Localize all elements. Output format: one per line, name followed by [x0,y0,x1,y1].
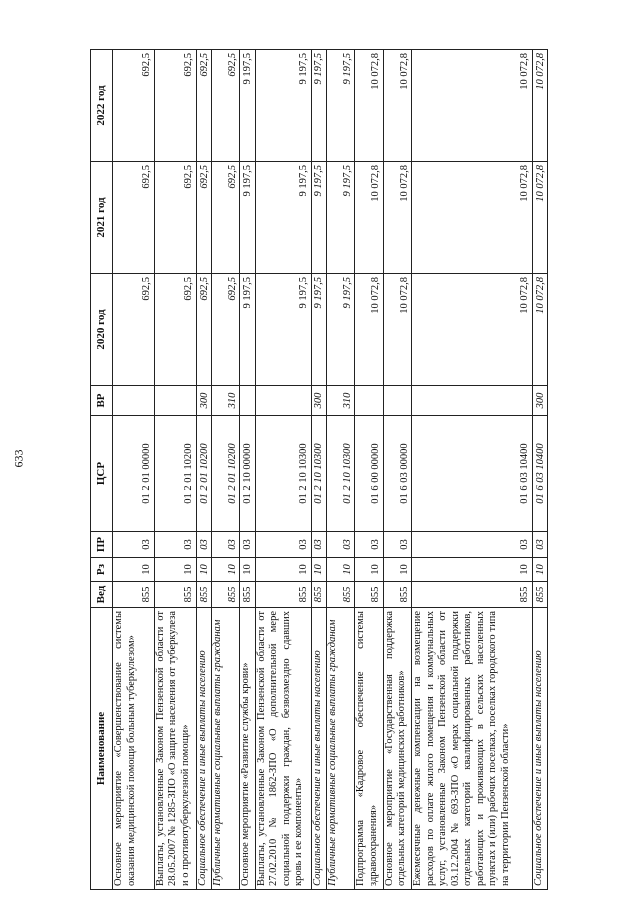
table-row [355,50,383,890]
cell-rz: 10 [412,558,532,582]
cell-vr: 310 [326,386,354,416]
cell-pr: 03 [240,532,255,558]
cell-pr: 03 [355,532,383,558]
page-number: 633 [11,449,26,468]
cell-ved: 855 [355,582,383,608]
cell-name: Выплаты, установленные Законом Пензенской области от 27.02.2010 № 1862-ЗПО «О дополнительной мере социальной поддержки граждан, безвозмездно сдавших кровь и ее компоненты» [255,608,311,890]
cell-name: Ежемесячные денежные компенсации на возмещение расходов по оплате жилого помещения и коммунальных услуг, установленные Законом Пензенской области от 03.12.2004 № 693-ЗПО «О мерах социальной поддержки отдельных категорий квалифицированных работников, работающих и проживающих в сельских населенных пунктах и (или) рабочих поселках, поселках городского типа на территории Пензенской области» [412,608,532,890]
cell-vr: 300 [196,386,211,416]
cell-pr: 03 [154,532,196,558]
cell-csr: 01 2 10 10300 [311,416,326,532]
header-2020: 2020 год [91,274,113,386]
cell-2022: 10 072,8 [532,50,547,162]
cell-vr [240,386,255,416]
cell-ved: 855 [383,582,411,608]
cell-2021: 692,5 [113,162,155,274]
cell-2022: 9 197,5 [255,50,311,162]
cell-csr: 01 2 01 10200 [212,416,240,532]
cell-ved: 855 [412,582,532,608]
cell-2020: 9 197,5 [311,274,326,386]
cell-csr: 01 2 10 10300 [255,416,311,532]
cell-2022: 9 197,5 [240,50,255,162]
cell-2021: 9 197,5 [326,162,354,274]
cell-rz: 10 [532,558,547,582]
cell-csr: 01 2 01 00000 [113,416,155,532]
cell-name: Публичные нормативные социальные выплаты гражданам [326,608,354,890]
cell-2021: 10 072,8 [532,162,547,274]
cell-2022: 692,5 [212,50,240,162]
table-header-row [91,50,113,890]
cell-2020: 692,5 [154,274,196,386]
cell-pr: 03 [412,532,532,558]
cell-2020: 10 072,8 [355,274,383,386]
cell-ved: 855 [326,582,354,608]
header-rz: Рз [91,558,113,582]
cell-2022: 10 072,8 [355,50,383,162]
cell-2022: 9 197,5 [311,50,326,162]
cell-csr: 01 6 03 00000 [383,416,411,532]
cell-vr [255,386,311,416]
cell-ved: 855 [154,582,196,608]
cell-2020: 10 072,8 [532,274,547,386]
cell-pr: 03 [212,532,240,558]
cell-2020: 10 072,8 [383,274,411,386]
table-row [113,50,155,890]
header-pr: ПР [91,532,113,558]
cell-name: Социальное обеспечение и иные выплаты населению [311,608,326,890]
cell-vr: 300 [532,386,547,416]
cell-name: Выплаты, установленные Законом Пензенской области от 28.05.2007 № 1285-ЗПО «О защите населения от туберкулеза и о противотуберкулезной помощи» [154,608,196,890]
cell-csr: 01 2 10 00000 [240,416,255,532]
header-ved: Вед [91,582,113,608]
cell-rz: 10 [326,558,354,582]
cell-rz: 10 [113,558,155,582]
cell-2020: 10 072,8 [412,274,532,386]
cell-2021: 9 197,5 [311,162,326,274]
cell-pr: 03 [532,532,547,558]
cell-2020: 692,5 [196,274,211,386]
cell-vr [154,386,196,416]
cell-ved: 855 [113,582,155,608]
cell-2021: 9 197,5 [240,162,255,274]
cell-2022: 692,5 [113,50,155,162]
cell-2022: 10 072,8 [383,50,411,162]
cell-vr: 310 [212,386,240,416]
table-row [255,50,311,890]
table-row [196,50,211,890]
cell-2021: 10 072,8 [383,162,411,274]
cell-2022: 692,5 [196,50,211,162]
cell-2021: 10 072,8 [412,162,532,274]
cell-csr: 01 2 01 10200 [154,416,196,532]
header-csr: ЦСР [91,416,113,532]
cell-vr [412,386,532,416]
cell-rz: 10 [154,558,196,582]
cell-rz: 10 [383,558,411,582]
cell-vr [383,386,411,416]
cell-pr: 03 [326,532,354,558]
cell-name: Социальное обеспечение и иные выплаты населению [532,608,547,890]
cell-ved: 855 [255,582,311,608]
cell-name: Основное мероприятие «Совершенствование системы оказания медицинской помощи больным туберкулезом» [113,608,155,890]
header-2022: 2022 год [91,50,113,162]
cell-csr: 01 6 03 10400 [532,416,547,532]
cell-vr [355,386,383,416]
cell-pr: 03 [383,532,411,558]
table-row [532,50,547,890]
cell-2021: 10 072,8 [355,162,383,274]
cell-2021: 692,5 [154,162,196,274]
table-row [383,50,411,890]
table-row [240,50,255,890]
table-row [212,50,240,890]
cell-rz: 10 [212,558,240,582]
cell-rz: 10 [240,558,255,582]
cell-pr: 03 [311,532,326,558]
cell-csr: 01 2 01 10200 [196,416,211,532]
cell-2020: 9 197,5 [255,274,311,386]
cell-2020: 692,5 [113,274,155,386]
cell-name: Подпрограмма «Кадровое обеспечение системы здравоохранения» [355,608,383,890]
cell-2022: 10 072,8 [412,50,532,162]
cell-2020: 9 197,5 [240,274,255,386]
table-row [412,50,532,890]
table-row [311,50,326,890]
cell-2020: 692,5 [212,274,240,386]
cell-rz: 10 [196,558,211,582]
cell-ved: 855 [212,582,240,608]
cell-2021: 9 197,5 [255,162,311,274]
table-row [326,50,354,890]
cell-name: Основное мероприятие «Развитие службы крови» [240,608,255,890]
cell-csr: 01 6 00 00000 [355,416,383,532]
cell-pr: 03 [113,532,155,558]
budget-table [90,49,548,890]
cell-vr: 300 [311,386,326,416]
cell-rz: 10 [311,558,326,582]
cell-name: Основное мероприятие «Государственная поддержка отдельных категорий медицинских работников» [383,608,411,890]
table-row [154,50,196,890]
cell-csr: 01 2 10 10300 [326,416,354,532]
cell-rz: 10 [355,558,383,582]
cell-ved: 855 [311,582,326,608]
cell-2021: 692,5 [212,162,240,274]
cell-2022: 692,5 [154,50,196,162]
header-2021: 2021 год [91,162,113,274]
cell-pr: 03 [196,532,211,558]
cell-name: Социальное обеспечение и иные выплаты населению [196,608,211,890]
header-vr: ВР [91,386,113,416]
header-name: Наименование [91,608,113,890]
cell-pr: 03 [255,532,311,558]
cell-vr [113,386,155,416]
cell-2021: 692,5 [196,162,211,274]
cell-name: Публичные нормативные социальные выплаты гражданам [212,608,240,890]
cell-2020: 9 197,5 [326,274,354,386]
cell-2022: 9 197,5 [326,50,354,162]
cell-ved: 855 [240,582,255,608]
cell-ved: 855 [532,582,547,608]
budget-table-container [90,50,548,890]
cell-rz: 10 [255,558,311,582]
cell-ved: 855 [196,582,211,608]
cell-csr: 01 6 03 10400 [412,416,532,532]
